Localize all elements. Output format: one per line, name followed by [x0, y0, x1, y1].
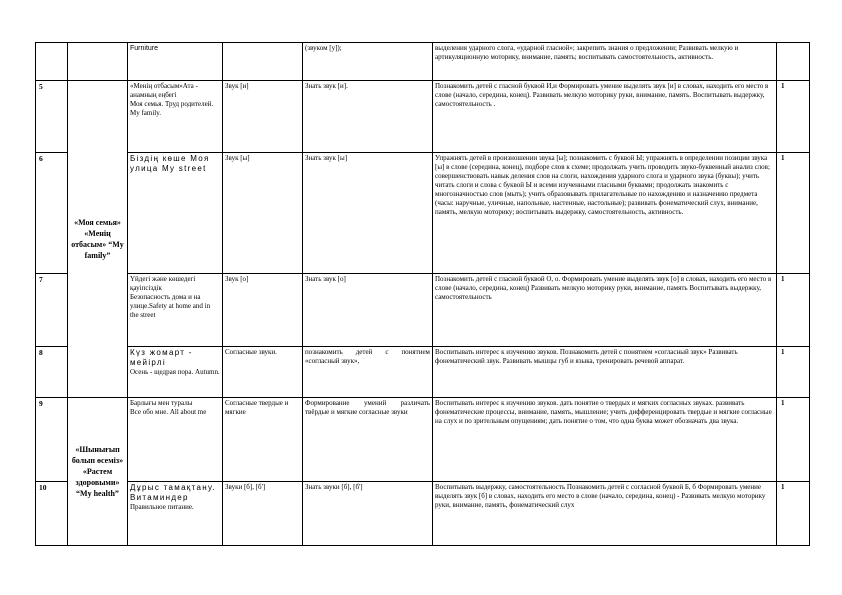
topic-subtitle: Правильное питание. [130, 503, 194, 511]
concept-cell: Звук [и] [223, 81, 303, 153]
topic-subtitle: Все обо мне. All about me [130, 408, 207, 416]
goals-cell: Воспитывать интерес к изучению звуков. дать понятие о твердых и мягких согласных звуках. развивать фонематические процессы, внимание, память, мышление; учить дифференцировать твердые и мягкие согласные на слух и по зрительным опущениям; дать понятие о том, что одна буква может обозначать два звука. [433, 398, 777, 482]
table-row [36, 153, 810, 274]
topic-subtitle: Безопасность дома и на улице.Safety at home and in the street [130, 293, 211, 319]
table-row [36, 482, 810, 546]
table-row [36, 347, 810, 398]
row-number: 5 [36, 81, 68, 153]
topic-cell [128, 482, 223, 546]
topic-title: Біздің көше Моя улица My street [130, 154, 210, 173]
table-row [36, 81, 810, 153]
concept-cell: Согласные звуки. [223, 347, 303, 398]
row-number: 7 [36, 274, 68, 347]
hours-cell [777, 43, 810, 81]
table-row [36, 398, 810, 482]
topic-cell [128, 81, 223, 153]
section-my-family: «Моя семья» «Менің отбасым» “My family” [68, 81, 128, 398]
concept-cell: Звук [о] [223, 274, 303, 347]
section-cell-empty [68, 43, 128, 81]
section-my-health: «Шынығып болып өсеміз» «Растем здоровыми» “My health” [68, 398, 128, 546]
concept-cell [223, 43, 303, 81]
topic-subtitle: Моя семья. Труд родителей. My family. [130, 100, 214, 117]
topic-cell [128, 347, 223, 398]
table-row [36, 43, 810, 81]
topic-cell [128, 274, 223, 347]
concept-cell: Согласные твердые и мягкие [223, 398, 303, 482]
topic-cell [128, 153, 223, 274]
hours-cell: 1 [777, 153, 810, 274]
goals-cell: выделения ударного слога, «ударной гласной»; закрепить знания о предложении; Развивать мелкую и артикуляционную моторику, внимание, память; воспитывать самостоятельность, активность. [433, 43, 777, 81]
knowledge-cell: Знать звук [о] [303, 274, 433, 347]
concept-cell: Звуки [б], [б'] [223, 482, 303, 546]
topic-title: Дұрыс тамақтану. Витаминдер [130, 483, 216, 502]
knowledge-cell: познакомить детей с понятием «согласный звук», [303, 347, 433, 398]
hours-cell: 1 [777, 347, 810, 398]
topic-subtitle: Осень - щедрая пора. Autumn. [130, 368, 220, 376]
topic-cell [128, 398, 223, 482]
knowledge-cell: Формирование умений различать твёрдые и мягкие согласные звуки [303, 398, 433, 482]
row-number: 9 [36, 398, 68, 482]
topic-title: Барлығы мен туралы [130, 399, 193, 407]
topic-title: Күз жомарт - мейірлі [130, 348, 193, 367]
lesson-plan-table [35, 42, 810, 546]
row-number: 6 [36, 153, 68, 274]
knowledge-cell: Знать звуки [б], [б'] [303, 482, 433, 546]
row-number [36, 43, 68, 81]
topic-title: «Менің отбасым»Ата - анамның еңбегі [130, 82, 198, 99]
hours-cell: 1 [777, 398, 810, 482]
goals-cell: Познакомить детей с гласной буквой О, о. Формировать умение выделять звук [о] в словах, находить его место в слове (начало, середина, конец) Развивать мелкую моторику руки, внимание, память Воспитывать выдержку, самостоятельность [433, 274, 777, 347]
concept-cell: Звук [ы] [223, 153, 303, 274]
hours-cell: 1 [777, 482, 810, 546]
table-row [36, 274, 810, 347]
knowledge-cell: Знать звук [ы] [303, 153, 433, 274]
goals-cell: Упражнять детей в произношении звука [ы]; познакомить с буквой Ы; упражнять в определении позиции звука [ы] в слове (середина, конец), подборе слов к схеме; продолжать учить проводить звуко-буквенный анализ слов; совершенствовать навык деления слов на слоги, нахождения ударного слога и ударного звука (буквы); учить читать слоги и слова с буквой Ы и всеми изученными гласными буквами; продолжать знакомить с многозначностью слов (мыть); учить образовывать прилагательные по нахождению и назначению предмета (часы: наручные, уличные, напольные, настенные, настольные); развивать фонематический слух, внимание, память, мелкую моторику; воспитывать выдержку, самостоятельность, активность. [433, 153, 777, 274]
topic-title: Furniture [130, 45, 159, 52]
goals-cell: Воспитывать выдержку, самостоятельность Познакомить детей с согласной буквой Б, б Формировать умение выделять звук [б] в словах, находить его место в слове (начало, середина, конец) - Развивать мелкую моторику руки, внимание, память, фонематический слух [433, 482, 777, 546]
goals-cell: Познакомить детей с гласной буквой И,и Формировать умение выделять звук [и] в словах, находить его место в слове (начало, середина, конец). Развивать мелкую моторику руки, внимание, память. Воспитывать выдержку, самостоятельность . [433, 81, 777, 153]
topic-cell [128, 43, 223, 81]
topic-title: Үйдегі және көшедегі қауіпсіздік [130, 275, 196, 292]
hours-cell: 1 [777, 81, 810, 153]
row-number: 8 [36, 347, 68, 398]
goals-cell: Воспитывать интерес к изучению звуков. Познакомить детей с понятием «согласный звук» Развивать фонематический звук. Развивать мышцы губ и языка, тренировать речевой аппарат. [433, 347, 777, 398]
hours-cell: 1 [777, 274, 810, 347]
knowledge-cell: Знать звук [и]. [303, 81, 433, 153]
knowledge-cell: (звуком [у]); [303, 43, 433, 81]
row-number: 10 [36, 482, 68, 546]
